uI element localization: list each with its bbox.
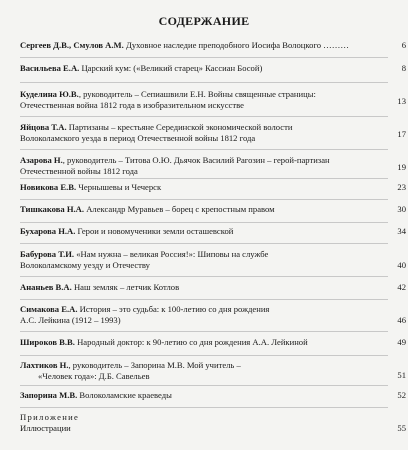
divider bbox=[20, 243, 388, 244]
entry-title: «Нам нужна – великая Россия!»: Шиповы на службе bbox=[74, 249, 269, 259]
divider bbox=[20, 299, 388, 300]
toc-entry bbox=[20, 337, 406, 348]
entry-title: Волоколамские краеведы bbox=[77, 390, 172, 400]
divider bbox=[20, 199, 388, 200]
toc-entry bbox=[20, 282, 406, 293]
entry-page: 52 bbox=[397, 390, 406, 400]
toc-entry bbox=[20, 89, 406, 111]
entry-page: 17 bbox=[397, 129, 406, 139]
entry-title-continued: Волоколамскому уезду и Отечеству bbox=[20, 260, 150, 270]
toc-entry bbox=[20, 182, 406, 193]
toc-entry bbox=[20, 390, 406, 401]
page-title: СОДЕРЖАНИЕ bbox=[158, 14, 250, 28]
entry-page: 46 bbox=[397, 315, 406, 325]
toc-entry bbox=[20, 40, 406, 51]
toc-entry bbox=[20, 122, 406, 144]
appendix-entry bbox=[20, 412, 406, 434]
divider bbox=[20, 385, 388, 386]
entry-page: 51 bbox=[397, 370, 406, 380]
entry-author: Тишкакова Н.А. bbox=[20, 204, 85, 214]
entry-page: 6 bbox=[401, 40, 406, 50]
entry-author: Лахтиков Н. bbox=[20, 360, 69, 370]
entry-title: , руководитель – Сепиашвили Е.Н. Войны священные страницы: bbox=[78, 89, 316, 99]
entry-title: Чернышевы и Чечерск bbox=[76, 182, 162, 192]
entry-title-continued: Отечественной войны 1812 года bbox=[20, 166, 138, 176]
divider bbox=[20, 355, 388, 356]
entry-author: Яйцова Т.А. bbox=[20, 122, 67, 132]
entry-title: Царский кум: («Великий старец» Кассиан Босой) bbox=[79, 63, 263, 73]
divider bbox=[20, 116, 388, 117]
entry-page: 8 bbox=[401, 63, 406, 73]
toc-entry bbox=[20, 204, 406, 215]
entry-author: Васильева Е.А. bbox=[20, 63, 80, 73]
toc-entry bbox=[20, 155, 406, 177]
entry-author: Новикова Е.В. bbox=[20, 182, 77, 192]
entry-title: Народный доктор: к 90-летию со дня рождения А.А. Лейкиной bbox=[74, 337, 308, 347]
entry-title-continued: «Человек года»: Д.Б. Савельев bbox=[38, 371, 150, 381]
entry-title-continued: Волоколамского уезда в период Отечественной войны 1812 года bbox=[20, 133, 256, 143]
divider bbox=[20, 407, 388, 408]
toc-entry bbox=[20, 360, 406, 382]
entry-page: 34 bbox=[397, 226, 406, 236]
entry-title: Духовное наследие преподобного Иосифа Волоцкого ……… bbox=[123, 40, 349, 50]
divider bbox=[20, 178, 388, 179]
entry-author: Сергеев Д.В., Смулов А.М. bbox=[20, 40, 124, 50]
entry-title: , руководитель – Запорина М.В. Мой учитель – bbox=[68, 360, 241, 370]
divider bbox=[20, 222, 388, 223]
entry-author: Бухарова Н.А. bbox=[20, 226, 76, 236]
entry-page: 23 bbox=[397, 182, 406, 192]
entry-page: 19 bbox=[397, 162, 406, 172]
entry-author: Азарова Н. bbox=[20, 155, 63, 165]
entry-page: 30 bbox=[397, 204, 406, 214]
entry-title-continued: А.С. Лейкина (1912 – 1993) bbox=[20, 315, 121, 325]
entry-page: 49 bbox=[397, 337, 406, 347]
divider bbox=[20, 331, 388, 332]
entry-author: Куделина Ю.В. bbox=[20, 89, 79, 99]
entry-page: 42 bbox=[397, 282, 406, 292]
entry-page: 13 bbox=[397, 96, 406, 106]
entry-author: Запорина М.В. bbox=[20, 390, 78, 400]
entry-title-continued: Отечественная война 1812 года в изобразительном искусстве bbox=[20, 100, 244, 110]
entry-title: Партизаны – крестьяне Серединской экономической волости bbox=[66, 122, 293, 132]
entry-title: Александр Муравьев – борец с крепостным правом bbox=[84, 204, 275, 214]
entry-author: Бабурова Т.И. bbox=[20, 249, 75, 259]
divider bbox=[20, 149, 388, 150]
appendix-label: Приложение bbox=[20, 412, 80, 422]
entry-page: 40 bbox=[397, 260, 406, 270]
divider bbox=[20, 276, 388, 277]
entry-title: Наш земляк – летчик Котлов bbox=[71, 282, 180, 292]
toc-entry bbox=[20, 226, 406, 237]
entry-author: Ананьев В.А. bbox=[20, 282, 72, 292]
entry-author: Симакова Е.А. bbox=[20, 304, 78, 314]
divider bbox=[20, 82, 388, 83]
entry-author: Широков В.В. bbox=[20, 337, 75, 347]
toc-entry bbox=[20, 304, 406, 326]
toc-entry bbox=[20, 249, 406, 271]
divider bbox=[20, 57, 388, 58]
appendix-page: 55 bbox=[397, 423, 406, 433]
entry-title: История – это судьба: к 100-летию со дня рождения bbox=[77, 304, 270, 314]
appendix-item: Иллюстрации bbox=[20, 423, 71, 433]
entry-title: Герои и новомученики земли осташевской bbox=[75, 226, 234, 236]
toc-entry bbox=[20, 63, 406, 74]
entry-title: , руководитель – Титова О.Ю. Дьячок Василий Рагозин – герой-партизан bbox=[62, 155, 330, 165]
